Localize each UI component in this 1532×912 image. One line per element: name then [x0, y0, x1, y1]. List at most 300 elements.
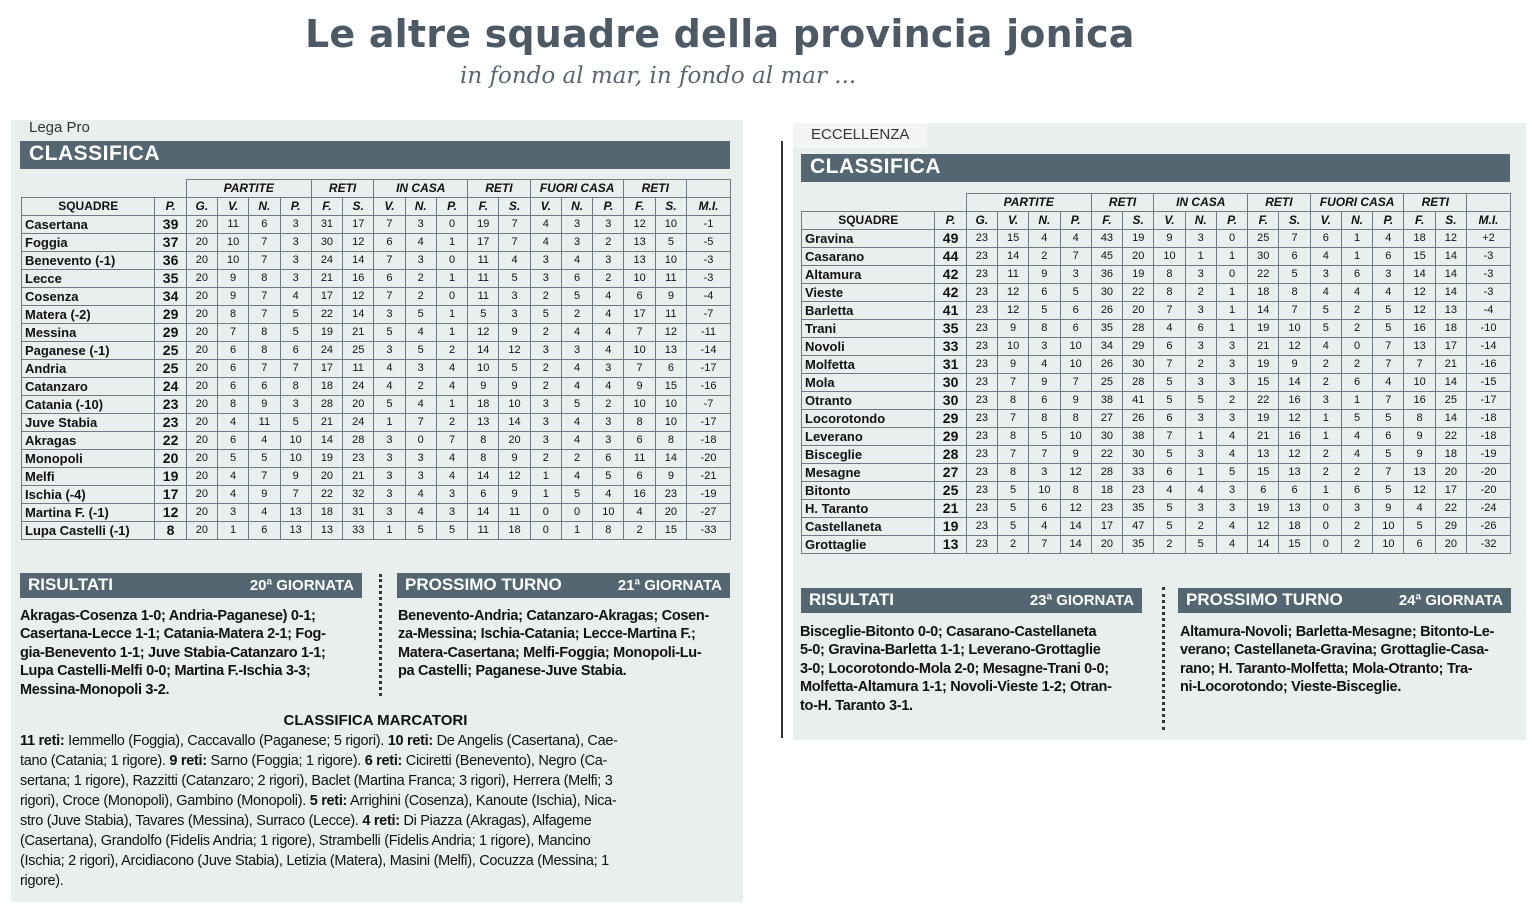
stat-cell: -7 [687, 396, 731, 414]
stat-cell: 14 [1279, 374, 1310, 392]
stat-cell: 23 [966, 428, 997, 446]
stat-cell: 2 [1185, 518, 1216, 536]
stat-cell: 4 [1310, 284, 1341, 302]
stat-cell: 3 [405, 216, 436, 234]
stat-cell: 12 [1060, 464, 1091, 482]
stat-cell: 3 [1185, 410, 1216, 428]
stat-cell: 4 [374, 360, 405, 378]
scorers-line [20, 731, 730, 751]
text-line: to-H. Taranto 3-1. [800, 697, 913, 714]
scorers-names: tano (Catania; 1 rigore). [20, 753, 170, 769]
stat-cell: 3 [280, 270, 311, 288]
stat-cell: -17 [1467, 392, 1511, 410]
stat-cell: 3 [374, 432, 405, 450]
team-name: Juve Stabia [22, 414, 155, 432]
stat-cell: -33 [687, 522, 731, 540]
stat-cell: 10 [1029, 482, 1060, 500]
points-cell: 23 [155, 414, 186, 432]
team-name: Foggia [22, 234, 155, 252]
stat-cell: -3 [687, 252, 731, 270]
stat-cell: 23 [966, 248, 997, 266]
stat-cell: 23 [966, 446, 997, 464]
stat-cell: 23 [966, 536, 997, 554]
column-header: M.I. [687, 198, 731, 216]
stat-cell: 8 [217, 396, 248, 414]
points-cell: 35 [935, 320, 966, 338]
stat-cell: 18 [1279, 518, 1310, 536]
classifica-label: CLASSIFICA [810, 155, 941, 178]
stat-cell: 2 [561, 306, 592, 324]
stat-cell: 5 [1310, 302, 1341, 320]
points-cell: 49 [935, 230, 966, 248]
group-header: RETI [1091, 194, 1154, 212]
stat-cell: 13 [624, 234, 655, 252]
stat-cell: 3 [1185, 500, 1216, 518]
stat-cell: 4 [374, 378, 405, 396]
page-divider [781, 141, 783, 738]
stat-cell: 4 [530, 234, 561, 252]
stat-cell: 1 [436, 270, 467, 288]
marcatori-text [20, 731, 730, 891]
stat-cell: 18 [1404, 230, 1435, 248]
points-cell: 30 [935, 392, 966, 410]
stat-cell: 4 [561, 468, 592, 486]
table-row [22, 504, 731, 522]
stat-cell: 5 [280, 324, 311, 342]
stat-cell: 35 [1091, 320, 1122, 338]
table-row [802, 284, 1511, 302]
stat-cell: 12 [1279, 410, 1310, 428]
column-header: N. [1029, 212, 1060, 230]
stat-cell: 14 [468, 468, 499, 486]
points-cell: 29 [155, 306, 186, 324]
stat-cell: 3 [374, 504, 405, 522]
stat-cell: 5 [1154, 518, 1185, 536]
stat-cell: 5 [1185, 392, 1216, 410]
stat-cell: 20 [186, 324, 217, 342]
team-name: Ischia (-4) [22, 486, 155, 504]
text-line: za-Messina; Ischia-Catania; Lecce-Martina F.; [398, 626, 696, 643]
stat-cell: 17 [343, 216, 374, 234]
stat-cell: 3 [374, 342, 405, 360]
stat-cell: 22 [1123, 284, 1154, 302]
stat-cell: 8 [1029, 410, 1060, 428]
stat-cell: 11 [997, 266, 1028, 284]
stat-cell: 3 [1216, 410, 1247, 428]
stat-cell: -21 [687, 468, 731, 486]
stat-cell: 20 [186, 522, 217, 540]
stat-cell: 7 [1404, 356, 1435, 374]
stat-cell: 2 [405, 378, 436, 396]
stat-cell: 25 [1091, 374, 1122, 392]
stat-cell: 12 [655, 324, 686, 342]
stat-cell: -20 [1467, 482, 1511, 500]
column-header: F. [624, 198, 655, 216]
stat-cell: 3 [374, 486, 405, 504]
stat-cell: 7 [1029, 446, 1060, 464]
points-cell: 36 [155, 252, 186, 270]
group-header: RETI [468, 180, 531, 198]
stat-cell: 11 [468, 522, 499, 540]
stat-cell: 4 [1060, 230, 1091, 248]
column-header: V. [217, 198, 248, 216]
stat-cell: 3 [530, 396, 561, 414]
stat-cell: 18 [311, 378, 342, 396]
stat-cell: 14 [1435, 266, 1466, 284]
stat-cell: 25 [343, 342, 374, 360]
stat-cell: 2 [405, 270, 436, 288]
stat-cell: 12 [997, 284, 1028, 302]
scorers-line [20, 831, 730, 851]
stat-cell: 18 [468, 396, 499, 414]
text-line: Akragas-Cosenza 1-0; Andria-Paganese) 0-1; [20, 608, 316, 624]
stat-cell: 26 [1091, 302, 1122, 320]
stat-cell: 0 [1310, 536, 1341, 554]
stat-cell: 4 [1029, 518, 1060, 536]
points-cell: 17 [155, 486, 186, 504]
column-header: V. [1154, 212, 1185, 230]
stat-cell: 3 [280, 216, 311, 234]
stat-cell: 2 [1341, 356, 1372, 374]
stat-cell: 30 [1248, 248, 1279, 266]
points-cell: 44 [935, 248, 966, 266]
stat-cell: 4 [1216, 518, 1247, 536]
stat-cell: 1 [1216, 248, 1247, 266]
prossimo-text [398, 607, 731, 681]
stat-cell: 10 [499, 396, 530, 414]
stat-cell: 3 [217, 504, 248, 522]
stat-cell: 1 [1216, 320, 1247, 338]
header-spacer [687, 180, 731, 198]
stat-cell: 20 [186, 450, 217, 468]
column-header: G. [186, 198, 217, 216]
team-name: Benevento (-1) [22, 252, 155, 270]
stat-cell: 17 [1435, 338, 1466, 356]
text-line: gia-Benevento 1-1; Juve Stabia-Catanzaro 1-1; [20, 644, 326, 661]
text-line: Altamura-Novoli; Barletta-Mesagne; Bitonto-Le- [1180, 624, 1495, 640]
stat-cell: -18 [1467, 410, 1511, 428]
stat-cell: 7 [1060, 248, 1091, 266]
stat-cell: 0 [1216, 230, 1247, 248]
stat-cell: -26 [1467, 518, 1511, 536]
stat-cell: 5 [1373, 302, 1404, 320]
stat-cell: 9 [1154, 230, 1185, 248]
points-cell: 42 [935, 284, 966, 302]
prossimo-text [1180, 623, 1513, 697]
stat-cell: 7 [405, 414, 436, 432]
stat-cell: 2 [1310, 356, 1341, 374]
stat-cell: 4 [1341, 428, 1372, 446]
prossimo-header [397, 573, 730, 598]
stat-cell: -10 [1467, 320, 1511, 338]
stat-cell: 21 [1435, 356, 1466, 374]
stat-cell: 12 [499, 342, 530, 360]
column-header: P. [280, 198, 311, 216]
stat-cell: 22 [1091, 446, 1122, 464]
stat-cell: 4 [1216, 446, 1247, 464]
scorers-names: Iemmello (Foggia), Caccavallo (Paganese; 5 rigori). [64, 733, 388, 749]
stat-cell: 6 [1310, 230, 1341, 248]
stat-cell: 23 [966, 284, 997, 302]
points-cell: 20 [155, 450, 186, 468]
stat-cell: 5 [1373, 482, 1404, 500]
stat-cell: 4 [405, 396, 436, 414]
stat-cell: 8 [249, 342, 280, 360]
scorers-line [20, 751, 730, 771]
stat-cell: 10 [1373, 536, 1404, 554]
stat-cell: 13 [311, 522, 342, 540]
team-name: Bitonto [802, 482, 935, 500]
points-cell: 42 [935, 266, 966, 284]
stat-cell: 5 [561, 288, 592, 306]
stat-cell: 9 [1029, 266, 1060, 284]
stat-cell: 13 [468, 414, 499, 432]
scorers-names: rigori), Croce (Monopoli), Gambino (Monopoli). [20, 793, 310, 809]
stat-cell: 2 [1341, 464, 1372, 482]
column-divider [1162, 587, 1168, 730]
stat-cell: 21 [343, 468, 374, 486]
scorers-names: (Casertana), Grandolfo (Fidelis Andria; 1 rigore), Strambelli (Fidelis Andria; 1 rigore), Mancino [20, 833, 591, 849]
table-row [22, 216, 731, 234]
column-header: N. [1341, 212, 1372, 230]
stat-cell: 20 [343, 396, 374, 414]
scorers-line [20, 771, 730, 791]
stat-cell: 23 [1123, 482, 1154, 500]
stat-cell: 14 [1435, 374, 1466, 392]
stat-cell: 20 [186, 486, 217, 504]
scorers-names: rigore). [20, 873, 64, 889]
stat-cell: 14 [499, 414, 530, 432]
stat-cell: -3 [1467, 284, 1511, 302]
table-row [802, 248, 1511, 266]
stat-cell: -4 [1467, 302, 1511, 320]
stat-cell: 10 [593, 504, 624, 522]
team-name: Casarano [802, 248, 935, 266]
stat-cell: 4 [624, 504, 655, 522]
stat-cell: 5 [374, 324, 405, 342]
stat-cell: 7 [1373, 392, 1404, 410]
stat-cell: 1 [1185, 428, 1216, 446]
stat-cell: 1 [217, 522, 248, 540]
stat-cell: 9 [1279, 356, 1310, 374]
stat-cell: 15 [1248, 464, 1279, 482]
stat-cell: 13 [280, 504, 311, 522]
stat-cell: 5 [593, 468, 624, 486]
stat-cell: 10 [468, 360, 499, 378]
stat-cell: 6 [593, 450, 624, 468]
stat-cell: 2 [561, 450, 592, 468]
stat-cell: 7 [1279, 230, 1310, 248]
stat-cell: 4 [405, 234, 436, 252]
stat-cell: 13 [1435, 302, 1466, 320]
stat-cell: 16 [1279, 428, 1310, 446]
stat-cell: 19 [1123, 266, 1154, 284]
stat-cell: 4 [1216, 428, 1247, 446]
points-cell: 27 [935, 464, 966, 482]
points-cell: 22 [155, 432, 186, 450]
stat-cell: 20 [1123, 302, 1154, 320]
stat-cell: 10 [624, 342, 655, 360]
stat-cell: 3 [1185, 374, 1216, 392]
stat-cell: 20 [186, 504, 217, 522]
stat-cell: 1 [374, 522, 405, 540]
stat-cell: -24 [1467, 500, 1511, 518]
text-line: Molfetta-Altamura 1-1; Novoli-Vieste 1-2; Otran- [800, 679, 1112, 696]
scorers-line [20, 851, 730, 871]
stat-cell: 4 [1310, 248, 1341, 266]
stat-cell: 24 [311, 342, 342, 360]
column-header: S. [1123, 212, 1154, 230]
stat-cell: 34 [1091, 338, 1122, 356]
stat-cell: 3 [405, 450, 436, 468]
stat-cell: 12 [1435, 230, 1466, 248]
stat-cell: 14 [343, 306, 374, 324]
stat-cell: 2 [1029, 248, 1060, 266]
stat-cell: 14 [997, 248, 1028, 266]
stat-cell: 14 [468, 504, 499, 522]
stat-cell: 4 [561, 252, 592, 270]
team-name: Matera (-2) [22, 306, 155, 324]
header-spacer [22, 180, 187, 198]
stat-cell: 3 [280, 396, 311, 414]
scorers-line [20, 871, 730, 891]
stat-cell: 6 [1341, 482, 1372, 500]
team-name: Catanzaro [22, 378, 155, 396]
stat-cell: 15 [1248, 374, 1279, 392]
stat-cell: 7 [249, 288, 280, 306]
stat-cell: 6 [1029, 500, 1060, 518]
group-header: IN CASA [374, 180, 468, 198]
stat-cell: 4 [436, 360, 467, 378]
stat-cell: 10 [655, 252, 686, 270]
stat-cell: 10 [655, 414, 686, 432]
stat-cell: 5 [655, 234, 686, 252]
stat-cell: 10 [624, 270, 655, 288]
stat-cell: 12 [343, 234, 374, 252]
team-name: Altamura [802, 266, 935, 284]
stat-cell: 2 [530, 288, 561, 306]
scorers-line [20, 791, 730, 811]
stat-cell: 4 [593, 306, 624, 324]
stat-cell: 4 [1404, 500, 1435, 518]
stat-cell: 5 [530, 306, 561, 324]
table-row [802, 320, 1511, 338]
stat-cell: 18 [1248, 284, 1279, 302]
stat-cell: 3 [561, 342, 592, 360]
prossimo-label: PROSSIMO TURNO [1186, 590, 1343, 609]
table-row [22, 252, 731, 270]
stat-cell: 4 [593, 342, 624, 360]
stat-cell: 9 [1404, 428, 1435, 446]
stat-cell: 6 [1029, 284, 1060, 302]
stat-cell: 29 [1123, 338, 1154, 356]
stat-cell: 23 [966, 374, 997, 392]
prossimo-round: 24ª GIORNATA [1398, 592, 1503, 609]
stat-cell: 5 [1060, 284, 1091, 302]
stat-cell: 9 [280, 468, 311, 486]
stat-cell: 4 [405, 486, 436, 504]
stat-cell: 5 [405, 306, 436, 324]
stat-cell: 23 [966, 410, 997, 428]
goals-count: 5 reti: [309, 793, 348, 809]
column-header: N. [249, 198, 280, 216]
column-header: V. [530, 198, 561, 216]
stat-cell: 1 [436, 324, 467, 342]
stat-cell: 2 [593, 270, 624, 288]
goals-count: 10 reti: [387, 733, 433, 749]
stat-cell: 3 [374, 450, 405, 468]
points-cell: 35 [155, 270, 186, 288]
stat-cell: 7 [997, 410, 1028, 428]
column-header: F. [1248, 212, 1279, 230]
page-title: Le altre squadre della provincia jonica [305, 12, 1135, 56]
stat-cell: 2 [624, 522, 655, 540]
stat-cell: -18 [687, 432, 731, 450]
table-row [22, 360, 731, 378]
table-row [22, 450, 731, 468]
stat-cell: 2 [1341, 320, 1372, 338]
stat-cell: 4 [561, 360, 592, 378]
stat-cell: 20 [186, 288, 217, 306]
stat-cell: 8 [468, 450, 499, 468]
stat-cell: 7 [624, 360, 655, 378]
stat-cell: 3 [530, 432, 561, 450]
stat-cell: 3 [374, 306, 405, 324]
stat-cell: 8 [1154, 284, 1185, 302]
points-cell: 37 [155, 234, 186, 252]
stat-cell: 1 [530, 486, 561, 504]
points-cell: 19 [155, 468, 186, 486]
table-row [22, 234, 731, 252]
column-header: P. [1373, 212, 1404, 230]
stat-cell: 22 [311, 486, 342, 504]
stat-cell: 2 [436, 342, 467, 360]
table-row [22, 270, 731, 288]
team-name: Martina F. (-1) [22, 504, 155, 522]
stat-cell: 11 [499, 504, 530, 522]
stat-cell: 22 [1435, 428, 1466, 446]
stat-cell: 2 [530, 360, 561, 378]
stat-cell: 10 [1404, 374, 1435, 392]
stat-cell: 6 [655, 360, 686, 378]
stat-cell: 23 [966, 482, 997, 500]
stat-cell: 6 [1341, 266, 1372, 284]
team-name: Bisceglie [802, 446, 935, 464]
stat-cell: 5 [1373, 320, 1404, 338]
stat-cell: 30 [1091, 284, 1122, 302]
table-row [22, 396, 731, 414]
stat-cell: 4 [1216, 536, 1247, 554]
marcatori-title: CLASSIFICA MARCATORI [283, 712, 468, 729]
stat-cell: 22 [1435, 500, 1466, 518]
stat-cell: 4 [217, 414, 248, 432]
column-header: V. [1310, 212, 1341, 230]
team-name: Gravina [802, 230, 935, 248]
stat-cell: 3 [1341, 500, 1372, 518]
stat-cell: 16 [343, 270, 374, 288]
stat-cell: 3 [593, 216, 624, 234]
stat-cell: 23 [966, 500, 997, 518]
stat-cell: 3 [1185, 266, 1216, 284]
points-cell: 29 [155, 324, 186, 342]
stat-cell: 6 [1341, 374, 1372, 392]
points-cell: 12 [155, 504, 186, 522]
stat-cell: 5 [997, 500, 1028, 518]
stat-cell: 0 [436, 288, 467, 306]
stat-cell: 4 [436, 378, 467, 396]
team-name: Messina [22, 324, 155, 342]
points-cell: 8 [155, 522, 186, 540]
